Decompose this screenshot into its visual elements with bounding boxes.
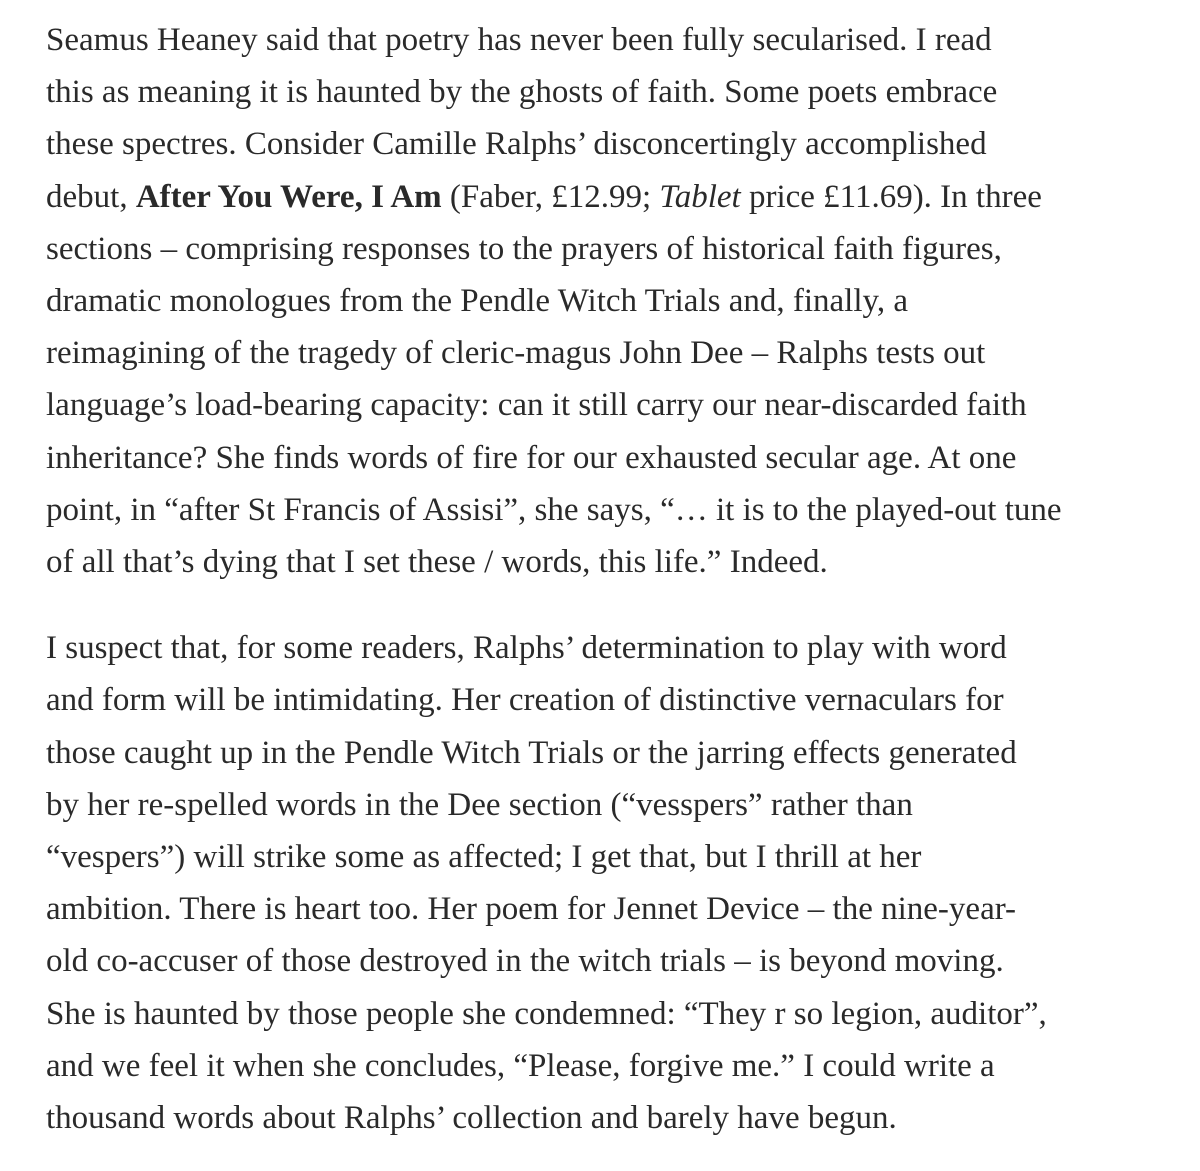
- paragraph-1-body: price £11.69). In three sections – comprising responses to the prayers of historical faith figures, dramatic monologues from the Pendle Witch Trials and, finally, a reimagining of the tragedy of cleric-magus John Dee – Ralphs tests out language’s load-bearing capacity: can it still carry our near-discarded faith inheritance? She finds words of fire for our exhausted secular age. At one point, in “after St Francis of Assisi”, she says, “… it is to the played-out tune of all that’s dying that I set these / words, this life.” Indeed.: [46, 178, 1062, 581]
- paragraph-1-intro: Seamus Heaney said that poetry has never been fully secularised. I read this as meaning it is haunted by the ghosts of faith. Some poets embrace these spectres. Consider Camille Ralphs’ disconcertingly accomplished debut,: [46, 22, 998, 215]
- magazine-name: Tablet: [659, 178, 741, 215]
- review-paragraph-2: I suspect that, for some readers, Ralphs’ determination to play with word and form will be intimidating. Her creation of distinctive vernaculars for those caught up in the Pendle Witch Trials or the jarring effects generated by her re-spelled words in the Dee section (“vesspers” rather than “vespers”) will strike some as affected; I get that, but I thrill at her ambition. There is heart too. Her poem for Jennet Device – the nine-year- old co-accuser of those destroyed in the witch trials – is beyond moving. She is haunted by those people she condemned: “They r so legion, auditor”, and we feel it when she concludes, “Please, forgive me.” I could write a thousand words about Ralphs’ collection and barely have begun.: [46, 630, 1047, 1137]
- review-paragraph-1: [46, 14, 1170, 588]
- book-title: After You Were, I Am: [135, 178, 442, 215]
- publisher-price: (Faber, £12.99;: [441, 178, 660, 215]
